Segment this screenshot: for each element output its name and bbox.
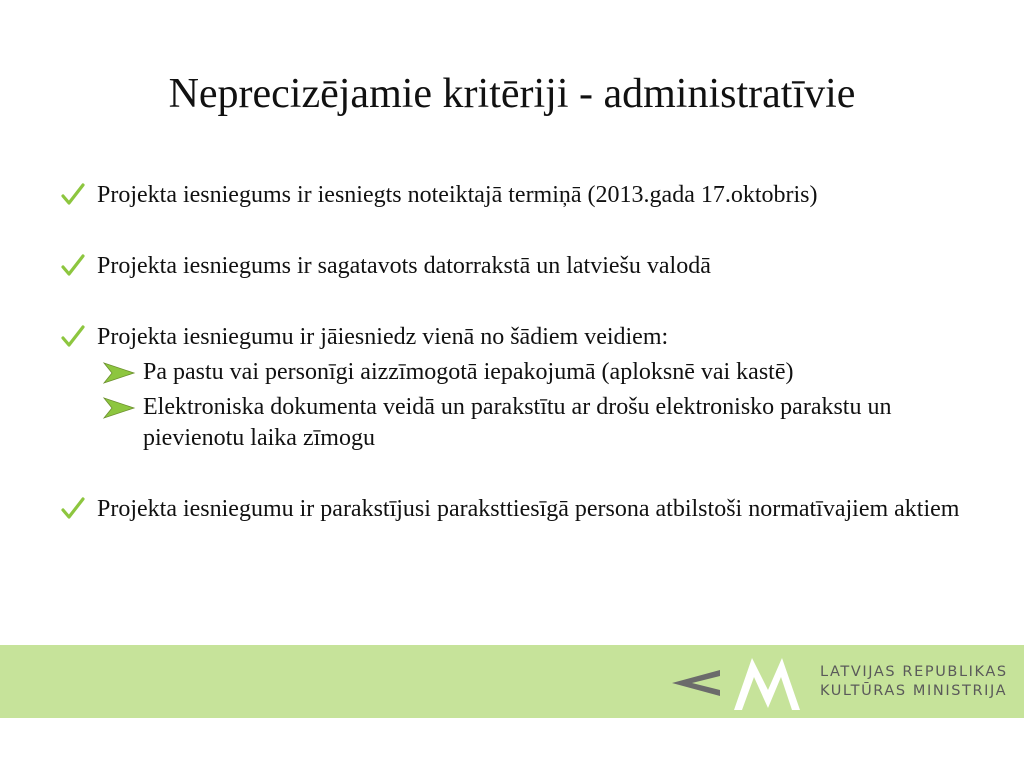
ministry-logo-text <box>820 663 1008 701</box>
bullet-list <box>60 180 980 525</box>
arrow-right-icon <box>102 361 136 385</box>
sub-bullet-text: Pa pastu vai personīgi aizzīmogotā iepakojumā (aploksnē vai kastē) <box>143 359 794 385</box>
bullet-text: Projekta iesniegums ir iesniegts noteiktajā termiņā (2013.gada 17.oktobris) <box>97 182 818 208</box>
arrow-right-icon <box>102 396 136 420</box>
bullet-text: Projekta iesniegumu ir jāiesniedz vienā no šādiem veidiem: <box>97 324 669 350</box>
slide-title: Neprecizējamie kritēriji - administratīvie <box>168 71 856 117</box>
ministry-logo-icon <box>668 650 808 714</box>
sub-bullet-item <box>60 357 980 388</box>
bullet-text: Projekta iesniegumu ir parakstījusi paraksttiesīgā persona atbilstoši normatīvajiem aktiem <box>97 496 960 522</box>
bullet-text: Projekta iesniegums ir sagatavots datorrakstā un latviešu valodā <box>97 253 711 279</box>
check-icon <box>60 496 86 522</box>
check-icon <box>60 324 86 350</box>
logo-line-1: LATVIJAS REPUBLIKAS <box>820 664 1008 680</box>
logo-line-2: KULTŪRAS MINISTRIJA <box>820 683 1008 699</box>
sub-bullet-text: Elektroniska dokumenta veidā un parakstītu ar drošu elektronisko parakstu un pievienotu laika zīmogu <box>143 394 892 451</box>
bullet-item <box>60 494 980 525</box>
bullet-item <box>60 251 980 282</box>
sub-bullet-item <box>60 392 980 454</box>
bullet-item <box>60 322 980 353</box>
check-icon <box>60 182 86 208</box>
bullet-item <box>60 180 980 211</box>
check-icon <box>60 253 86 279</box>
